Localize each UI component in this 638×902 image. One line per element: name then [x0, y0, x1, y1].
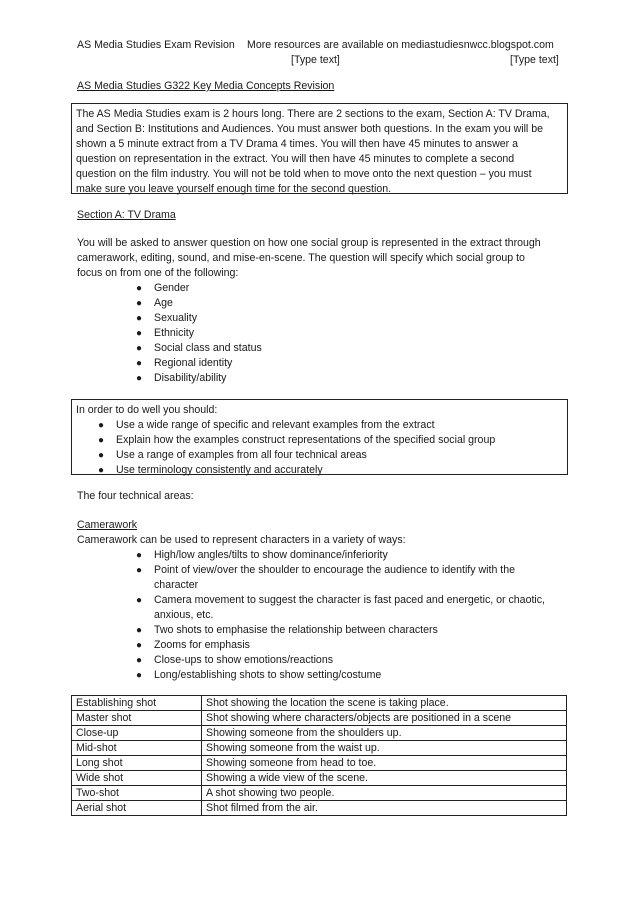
list-item: ● Point of view/over the shoulder to encourage the audience to identify with the character	[136, 564, 516, 591]
shot-definition: A shot showing two people.	[202, 786, 567, 801]
exam-info-line: shown a 5 minute extract from a TV Drama 4 times. You will then have 45 minutes to answer a	[76, 138, 519, 150]
list-item: ● Close-ups to show emotions/reactions	[136, 654, 334, 666]
bullet-icon: ●	[136, 640, 143, 651]
list-item: ● Social class and status	[136, 342, 262, 354]
shot-types-table	[71, 695, 567, 816]
camerawork-list	[136, 548, 554, 683]
table-row	[72, 771, 567, 786]
bullet-icon: ●	[136, 550, 143, 561]
bullet-icon: ●	[136, 358, 143, 369]
list-item: ● Regional identity	[136, 357, 233, 369]
shot-term: Mid-shot	[72, 741, 202, 756]
shot-definition: Shot filmed from the air.	[202, 801, 567, 816]
shot-definition: Shot showing where characters/objects are positioned in a scene	[202, 711, 567, 726]
header-right: More resources are available on mediastudiesnwcc.blogspot.com	[247, 39, 554, 51]
table-row	[72, 726, 567, 741]
shot-term: Wide shot	[72, 771, 202, 786]
bullet-icon: ●	[136, 655, 143, 666]
table-row	[72, 741, 567, 756]
tips-box	[71, 399, 568, 475]
list-item: ● Sexuality	[136, 312, 197, 324]
list-item: ● Gender	[136, 282, 190, 294]
bullet-icon: ●	[98, 435, 105, 446]
list-item: ● Use a wide range of specific and relevant examples from the extract	[98, 419, 435, 431]
document-title: AS Media Studies G322 Key Media Concepts Revision	[77, 80, 335, 92]
list-item: ● Explain how the examples construct representations of the specified social group	[98, 434, 496, 446]
list-item: ● Zooms for emphasis	[136, 639, 250, 651]
shot-term: Long shot	[72, 756, 202, 771]
table-row	[72, 801, 567, 816]
technical-areas-label: The four technical areas:	[77, 490, 194, 502]
list-item: ● Two shots to emphasise the relationship between characters	[136, 624, 438, 636]
shot-definition: Shot showing the location the scene is taking place.	[202, 696, 567, 711]
section-a-intro-line: camerawork, editing, sound, and mise-en-scene. The question will specify which social group to	[77, 252, 525, 264]
bullet-icon: ●	[136, 313, 143, 324]
list-item: ● Use terminology consistently and accurately	[98, 464, 323, 476]
bullet-icon: ●	[136, 343, 143, 354]
bullet-icon: ●	[136, 283, 143, 294]
section-a-intro-line: You will be asked to answer question on how one social group is represented in the extract through	[77, 237, 541, 249]
exam-info-line: question on representation in the extract. You will then have 45 minutes to complete a second	[76, 153, 515, 165]
tips-intro: In order to do well you should:	[76, 404, 218, 416]
tips-list	[98, 418, 563, 478]
table-row	[72, 756, 567, 771]
list-item: ● Camera movement to suggest the character is fast paced and energetic, or chaotic, anxious, etc.	[136, 594, 545, 621]
list-item: ● Disability/ability	[136, 372, 227, 384]
section-a-intro	[77, 236, 562, 281]
shot-definition: Showing someone from the waist up.	[202, 741, 567, 756]
header-placeholder-right: [Type text]	[510, 54, 559, 66]
shot-definition: Showing someone from the shoulders up.	[202, 726, 567, 741]
exam-info-box	[71, 103, 568, 194]
shot-term: Master shot	[72, 711, 202, 726]
exam-info-line: make sure you leave yourself enough time for the second question.	[76, 183, 392, 195]
header-placeholder-center: [Type text]	[291, 54, 340, 66]
shot-term: Two-shot	[72, 786, 202, 801]
shot-term: Aerial shot	[72, 801, 202, 816]
header-left: AS Media Studies Exam Revision	[77, 39, 235, 51]
social-group-list	[136, 281, 262, 386]
list-item: ● Age	[136, 297, 173, 309]
shot-definition: Showing someone from head to toe.	[202, 756, 567, 771]
bullet-icon: ●	[136, 595, 143, 606]
list-item: ● Ethnicity	[136, 327, 195, 339]
shot-term: Close-up	[72, 726, 202, 741]
bullet-icon: ●	[136, 670, 143, 681]
bullet-icon: ●	[136, 328, 143, 339]
bullet-icon: ●	[136, 298, 143, 309]
bullet-icon: ●	[98, 420, 105, 431]
table-row	[72, 696, 567, 711]
table-row	[72, 711, 567, 726]
camerawork-heading: Camerawork	[77, 519, 138, 531]
shot-definition: Showing a wide view of the scene.	[202, 771, 567, 786]
shot-term: Establishing shot	[72, 696, 202, 711]
bullet-icon: ●	[136, 565, 143, 576]
bullet-icon: ●	[98, 450, 105, 461]
exam-info-line: and Section B: Institutions and Audiences. You must answer both questions. In the exam you will be	[76, 123, 544, 135]
bullet-icon: ●	[136, 373, 143, 384]
section-a-intro-line: focus on from one of the following:	[77, 267, 239, 279]
list-item: ● Use a range of examples from all four technical areas	[98, 449, 367, 461]
bullet-icon: ●	[98, 465, 105, 476]
list-item: ● Long/establishing shots to show setting/costume	[136, 669, 382, 681]
camerawork-intro: Camerawork can be used to represent characters in a variety of ways:	[77, 534, 406, 546]
exam-info-line: question on the film industry. You will not be told when to move onto the next question – you must	[76, 168, 532, 180]
bullet-icon: ●	[136, 625, 143, 636]
section-a-heading: Section A: TV Drama	[77, 209, 176, 221]
table-row	[72, 786, 567, 801]
list-item: ● High/low angles/tilts to show dominance/inferiority	[136, 549, 388, 561]
exam-info-line: The AS Media Studies exam is 2 hours long. There are 2 sections to the exam, Section A: TV Drama,	[76, 108, 550, 120]
